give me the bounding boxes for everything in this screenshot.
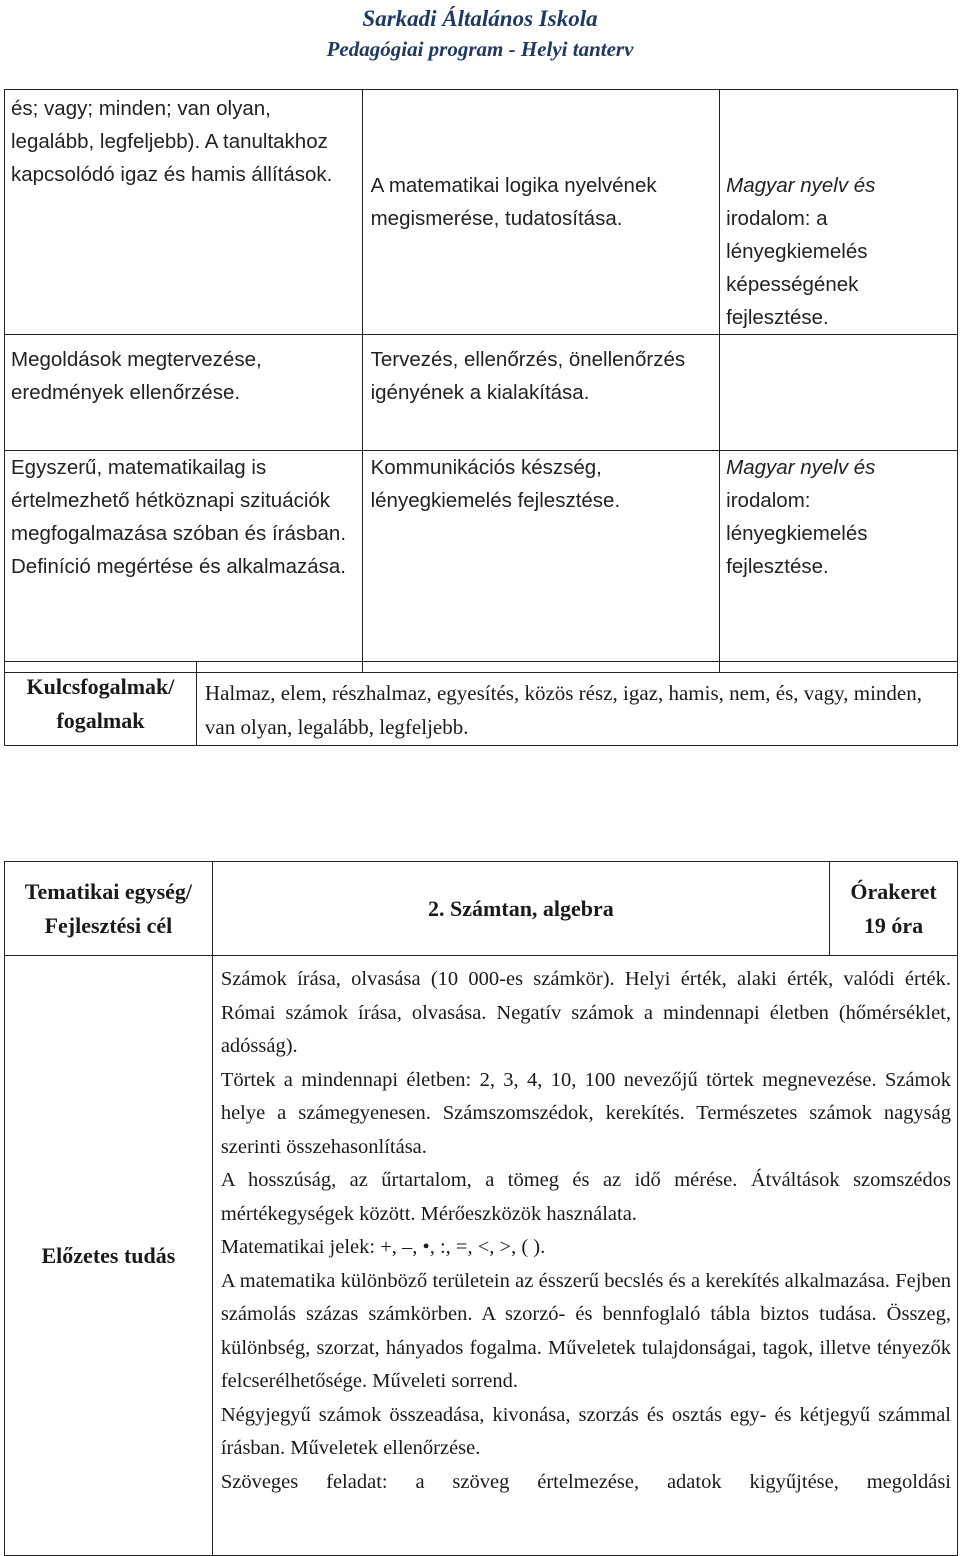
hours-label: Órakeret [850, 878, 937, 904]
key-concepts-label-line1: Kulcsfogalmak/ [26, 673, 175, 699]
paragraph: A hosszúság, az űrtartalom, a tömeg és az idő mérése. Átváltások szomszédos mértékegységek között. Mérőeszközök használata. [220, 1169, 951, 1225]
subject-name: Magyar nyelv és [726, 456, 876, 479]
cell-text: A matematikai logika nyelvének megismerése, tudatosítása. [370, 174, 657, 230]
table-row [5, 451, 958, 673]
table-cell [5, 335, 363, 451]
subject-detail: irodalom: lényegkiemelés fejlesztése. [726, 489, 868, 578]
page-header [0, 4, 960, 64]
paragraph: Törtek a mindennapi életben: 2, 3, 4, 10, 100 nevezőjű törtek megnevezése. Számok helye a számegyenesen. Számszomszédok, kerekítés. Természetes számok nagyság szerinti összehasonlítása. [220, 1068, 951, 1158]
paragraph: A matematika különböző területein az ésszerű becslés és a kerekítés alkalmazása. Fejben számolás százas számkörben. A szorzó- és bennfoglaló tábla biztos tudása. Összeg, különbség, szorzat, hányados fogalma. Műveletek tulajdonságai, tagok, illetve tényezők felcserélhetősége. Műveleti sorrend. [220, 1269, 951, 1392]
paragraph: Számok írása, olvasása (10 000-es számkör). Helyi érték, alaki érték, valódi érték. Római számok írása, olvasása. Negatív számok a mindennapi életben (hőmérséklet, adósság). [220, 968, 951, 1057]
prior-knowledge-cell [212, 956, 957, 1556]
unit-table [4, 861, 958, 1556]
unit-label-line2: Fejlesztési cél [44, 912, 173, 938]
cell-text: és; vagy; minden; van olyan, legalább, legfeljebb). A tanultakhoz kapcsolódó igaz és hamis állítások. [11, 97, 333, 186]
key-concepts-label-line2: fogalmak [56, 707, 145, 733]
cell-text: Kommunikációs készség, lényegkiemelés fejlesztése. [370, 456, 621, 512]
key-concepts-label [5, 662, 197, 746]
prior-knowledge-text [221, 963, 951, 1499]
key-concepts-table [4, 661, 958, 746]
prior-knowledge-label-cell [5, 956, 213, 1556]
table-cell [720, 451, 958, 673]
hours-value: 19 óra [863, 912, 924, 938]
table-cell [720, 90, 958, 335]
key-concepts-text: Halmaz, elem, részhalmaz, egyesítés, közös rész, igaz, hamis, nem, és, vagy, minden, van olyan, legalább, legfeljebb. [204, 681, 922, 739]
cell-text [726, 169, 951, 334]
unit-label-cell [5, 862, 213, 956]
objectives-table [4, 89, 958, 673]
table-row [5, 90, 958, 335]
paragraph: Négyjegyű számok összeadása, kivonása, szorzás és osztás egy- és kétjegyű számmal írásban. Műveletek ellenőrzése. [220, 1403, 951, 1459]
prior-knowledge-label: Előzetes tudás [41, 1242, 176, 1268]
table-cell [362, 90, 720, 335]
key-concepts-cell [196, 662, 957, 746]
document-title: Pedagógiai program - Helyi tanterv [326, 37, 634, 61]
unit-label-line1: Tematikai egység/ [24, 878, 193, 904]
table-cell [5, 451, 363, 673]
paragraph: Szöveges feladat: a szöveg értelmezése, adatok kigyűjtése, megoldási [220, 1470, 951, 1493]
table-row [5, 956, 958, 1556]
unit-title: 2. Számtan, algebra [428, 895, 614, 921]
table-row [5, 335, 958, 451]
table-row [5, 862, 958, 956]
school-name: Sarkadi Általános Iskola [362, 6, 598, 31]
unit-title-cell [212, 862, 829, 956]
cell-text [726, 451, 951, 583]
cell-text: Egyszerű, matematikailag is értelmezhető hétköznapi szituációk megfogalmazása szóban és írásban. Definíció megértése és alkalmazása. [11, 456, 347, 578]
table-cell [720, 335, 958, 451]
table-cell [5, 90, 363, 335]
subject-detail: irodalom: a lényegkiemelés képességének fejlesztése. [726, 207, 868, 329]
table-cell [362, 451, 720, 673]
table-row [5, 662, 958, 746]
cell-text: Tervezés, ellenőrzés, önellenőrzés igényének a kialakítása. [370, 348, 686, 404]
cell-text: Megoldások megtervezése, eredmények ellenőrzése. [11, 348, 262, 404]
paragraph: Matematikai jelek: +, –, •, :, =, <, >, ( ). [220, 1236, 546, 1258]
hours-cell [830, 862, 958, 956]
subject-name: Magyar nyelv és [726, 174, 876, 197]
table-cell [362, 335, 720, 451]
